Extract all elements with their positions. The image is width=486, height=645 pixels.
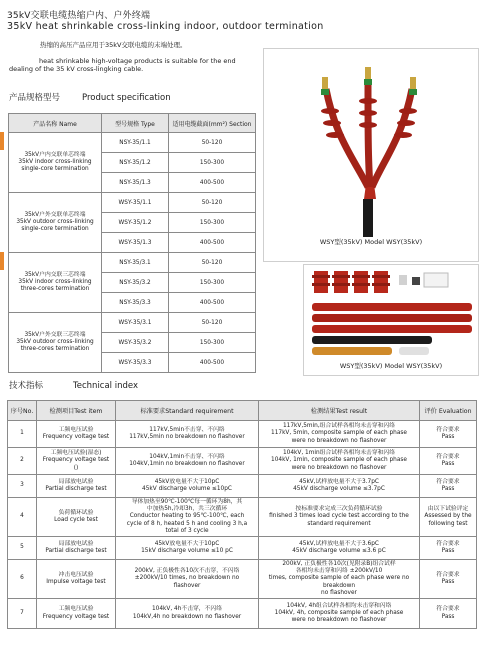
cell-line: 104kV, 1min组合试样各相均未击穿和闪络 [282, 450, 396, 457]
tech-item-cell [37, 560, 116, 599]
cell-line: standard requirement [307, 520, 371, 527]
spec-type-cell: WSY-35/1.3 [102, 233, 169, 253]
tech-row [8, 421, 477, 448]
tech-eval-cell [420, 537, 477, 560]
cell-line: 符合要求 [436, 453, 460, 460]
tech-item-cell [37, 448, 116, 475]
spec-row [9, 313, 256, 333]
spec-type-cell: NSY-35/1.1 [102, 133, 169, 153]
spec-type-cell: NSY-35/3.3 [102, 293, 169, 313]
cell-line: 45kV,试样放电量不大于3.6pC [299, 540, 379, 547]
spec-product-name [9, 133, 102, 193]
tech-result-cell [259, 448, 420, 475]
cell-line: 15kV discharge volume ≤10 pC [141, 548, 233, 555]
cell-line: following test [428, 520, 468, 527]
cell-line: total of 3 cycle [165, 527, 209, 534]
cell-line: 35kV outdoor cross-linking [16, 339, 94, 345]
tech-item-cell [37, 537, 116, 560]
spec-section-cell: 150-300 [169, 153, 256, 173]
tech-header-evaluation: 评价 Evaluation [420, 401, 477, 421]
product-photo-1 [263, 48, 479, 262]
tech-item-cell [37, 498, 116, 537]
tech-eval-cell [420, 560, 477, 599]
cell-line: single-core termination [21, 226, 89, 232]
cell-line: were no breakdown no flashover [291, 464, 387, 471]
spec-type-cell: NSY-35/3.2 [102, 273, 169, 293]
cell-line: 45kV,试样放电量不大于3.7pC [299, 478, 379, 485]
cell-line: no flashover [321, 589, 357, 596]
cell-line: cycle of 8 h, heated 5 h and cooling 3 h,a [126, 520, 248, 527]
spec-row [9, 193, 256, 213]
tech-result-cell [259, 560, 420, 599]
tech-std-cell [116, 475, 259, 498]
spec-section-cell: 50-120 [169, 253, 256, 273]
spec-row [9, 133, 256, 153]
title-en: 35kV heat shrinkable cross-linking indoor, outdoor termination [7, 21, 324, 32]
cell-line: 104kV, 4h, composite sample of each phase [274, 609, 404, 616]
cell-line: 45kV discharge volume ≤10pC [142, 486, 232, 492]
tech-no-cell: 6 [8, 560, 37, 599]
tech-no-cell: 7 [8, 599, 37, 629]
cell-line: finished 3 times load cycle test according to the [269, 513, 409, 520]
cell-line: Assessed by the [424, 513, 472, 520]
cell-line: 35kV户外交联三芯终端 [24, 332, 86, 338]
edge-marker [0, 132, 4, 150]
tech-row [8, 448, 477, 475]
cell-line: 中加热5h,冷却3h，共三次循环 [146, 506, 228, 513]
tech-eval-cell [420, 421, 477, 448]
cell-line: Pass [441, 548, 455, 555]
spec-type-cell: NSY-35/3.1 [102, 253, 169, 273]
cell-line: 工频电压试验(湿态) [50, 450, 102, 457]
cell-line: 由以下试验评定 [427, 506, 469, 513]
tech-std-cell [116, 560, 259, 599]
cell-line: 117kV,5min,组合试样各相均未击穿和闪络 [282, 423, 396, 430]
cell-line: 各相均未击穿和闪络 ±200kV/10 [295, 568, 383, 575]
spec-type-cell: WSY-35/1.2 [102, 213, 169, 233]
tech-header-no: 序号No. [8, 401, 37, 421]
tech-header-item: 检测项目Test item [37, 401, 116, 421]
cell-line: single-core termination [21, 166, 89, 172]
termination-kit-illustration [304, 265, 478, 359]
cell-line: 45kV放电量不大于10pC [154, 478, 220, 485]
tech-item-cell [37, 475, 116, 498]
cell-line: Frequency voltage test [42, 434, 110, 440]
tech-item-cell [37, 421, 116, 448]
spec-type-cell: WSY-35/1.1 [102, 193, 169, 213]
cell-line: 104kV,4h no breakdown no flashover [132, 613, 242, 620]
cell-line: 35kV outdoor cross-linking [16, 219, 94, 225]
cell-line: 符合要求 [436, 606, 460, 613]
spec-header-name: 产品名称 Name [9, 114, 102, 133]
cell-line: 导体加热至90℃-100℃每一循环为8h，其 [131, 499, 243, 505]
intro-en: heat shrinkable high-voltage products is suitable for the end dealing of the 35 kV cross-lingking cable. [9, 57, 236, 73]
cell-line: 35kV indoor cross-linking [18, 279, 92, 285]
edge-marker [0, 252, 4, 270]
cell-line: 局部放电试验 [58, 540, 94, 547]
title-cn: 35kV交联电缆热缩户内、户外终端 [7, 11, 151, 21]
cell-line: Frequency voltage test [42, 613, 110, 620]
cell-line: 104kV,1min不击穿、不闪络 [149, 453, 225, 460]
cell-line: three-cores termination [20, 346, 90, 352]
tech-std-cell [116, 599, 259, 629]
tech-eval-cell [420, 599, 477, 629]
tech-std-cell [116, 448, 259, 475]
cell-line: 局部放电试验 [58, 478, 94, 485]
photo-2-caption: WSY型(35kV) Model WSY(35kV) [339, 362, 443, 370]
tech-row [8, 537, 477, 560]
spec-section-cell: 150-300 [169, 213, 256, 233]
cell-line: ±200kV/10 times, no breakdown no [134, 575, 240, 582]
cell-line: times, composite sample of each phase were no breakdown [268, 575, 410, 589]
spec-row [9, 253, 256, 273]
cell-line: Load cycle test [54, 517, 98, 523]
cell-line: 符合要求 [436, 540, 460, 547]
tech-header-standard: 标准要求Standard requirement [116, 401, 259, 421]
tech-no-cell: 3 [8, 475, 37, 498]
spec-product-name [9, 193, 102, 253]
tech-heading-cn: 技术指标 [9, 381, 44, 391]
tech-no-cell: 1 [8, 421, 37, 448]
cell-line: 负荷循环试验 [58, 509, 94, 516]
spec-table [8, 113, 256, 373]
tech-std-cell [116, 421, 259, 448]
spec-type-cell: WSY-35/3.2 [102, 333, 169, 353]
cell-line: 冲击电压试验 [58, 571, 94, 578]
cell-line: 200kV, 正负极性各10次不击穿，不闪络 [134, 568, 240, 575]
spec-section-cell: 400-500 [169, 293, 256, 313]
spec-section-cell: 150-300 [169, 333, 256, 353]
cell-line: Impulse voltage test [46, 579, 106, 586]
spec-section-cell: 400-500 [169, 353, 256, 373]
cell-line: 117kV,5min不击穿、不闪络 [149, 426, 225, 433]
cell-line: 符合要求 [436, 478, 460, 485]
spec-header-type: 型号规格 Type [102, 114, 169, 133]
spec-type-cell: WSY-35/3.3 [102, 353, 169, 373]
spec-heading-en: Product specification [82, 93, 171, 103]
cell-line: 45kV discharge volume ≤3.7pC [293, 486, 385, 492]
tech-result-cell [259, 421, 420, 448]
cell-line: 符合要求 [436, 426, 460, 433]
spec-section-cell: 50-120 [169, 313, 256, 333]
cell-line: Pass [441, 461, 455, 467]
cell-line: Partial discharge test [45, 548, 107, 555]
tech-row [8, 498, 477, 537]
cell-line: 104kV, 4h不击穿，不闪络 [151, 606, 222, 613]
spec-section-cell: 150-300 [169, 273, 256, 293]
spec-section-cell: 50-120 [169, 133, 256, 153]
tech-section-heading [9, 379, 138, 391]
technical-table [7, 400, 477, 629]
tech-no-cell: 2 [8, 448, 37, 475]
tech-row [8, 599, 477, 629]
tech-std-cell [116, 537, 259, 560]
cell-line: 45kV放电量不大于10pC [154, 540, 220, 547]
spec-heading-cn: 产品规格型号 [9, 93, 61, 103]
tech-result-cell [259, 537, 420, 560]
cell-line: 工频电压试验 [58, 606, 94, 613]
cell-line: Pass [441, 579, 455, 586]
cell-line: 117kV,5min no breakdown no flashover [129, 434, 245, 440]
spec-type-cell: WSY-35/3.1 [102, 313, 169, 333]
cell-line: 45kV discharge volume ≤3.6 pC [292, 548, 386, 555]
spec-section-cell: 50-120 [169, 193, 256, 213]
termination-illustration-1 [264, 49, 478, 239]
tech-row [8, 560, 477, 599]
spec-section-cell: 400-500 [169, 233, 256, 253]
cell-line: were no breakdown no flashover [291, 437, 387, 444]
tech-eval-cell [420, 448, 477, 475]
cell-line: 35kV户内交联三芯终端 [24, 272, 86, 278]
tech-heading-en: Technical index [73, 381, 139, 391]
tech-eval-cell [420, 498, 477, 537]
spec-product-name [9, 253, 102, 313]
cell-line: 104kV,1min no breakdown no flashover [129, 461, 245, 467]
cell-line: Pass [441, 434, 455, 440]
spec-section-cell: 400-500 [169, 173, 256, 193]
cell-line: 工频电压试验 [58, 426, 94, 433]
cell-line: 35kV户内交联单芯终端 [24, 152, 86, 158]
cell-line: were no breakdown no flashover [291, 617, 387, 624]
cell-line: Conductor heating to 95℃-100℃, each [129, 513, 245, 520]
cell-line: flashover [173, 582, 201, 589]
cell-line: Pass [441, 486, 455, 492]
cell-line: 按标准要求完成三次负荷循环试验 [295, 506, 383, 513]
intro-cn: 热缩的高压产品应用于35kV交联电缆的末端处理。 [40, 41, 187, 49]
cell-line: 200kV, 正负极性各10次(见附录B)组合试样 [282, 561, 396, 568]
tech-eval-cell [420, 475, 477, 498]
spec-type-cell: NSY-35/1.3 [102, 173, 169, 193]
spec-product-name [9, 313, 102, 373]
cell-line: 35kV indoor cross-linking [18, 159, 92, 165]
spec-header-section: 适用电缆截面(mm²) Section [169, 114, 256, 133]
cell-line: three-cores termination [20, 286, 90, 292]
tech-result-cell [259, 599, 420, 629]
tech-no-cell: 4 [8, 498, 37, 537]
tech-std-cell [116, 498, 259, 537]
tech-row [8, 475, 477, 498]
photo-1-caption: WSY型(35kV) Model WSY(35kV) [319, 238, 423, 246]
product-photo-2 [303, 264, 479, 376]
cell-line: Partial discharge test [45, 486, 107, 492]
cell-line: 35kV户外交联单芯终端 [24, 212, 86, 218]
cell-line: () [73, 464, 79, 471]
cell-line: 104kV, 4h组合试样各相均未击穿和闪络 [286, 602, 392, 609]
cell-line: 117kV, 5min, composite sample of each phase [271, 430, 407, 437]
spec-type-cell: NSY-35/1.2 [102, 153, 169, 173]
cell-line: 104kV, 1min, composite sample of each phase [271, 457, 407, 464]
cell-line: Frequency voltage test [42, 457, 110, 464]
tech-item-cell [37, 599, 116, 629]
spec-section-heading [9, 91, 171, 103]
cell-line: 符合要求 [436, 571, 460, 578]
cell-line: Pass [441, 613, 455, 620]
tech-result-cell [259, 475, 420, 498]
tech-result-cell [259, 498, 420, 537]
tech-header-result: 检测结果Test result [259, 401, 420, 421]
tech-no-cell: 5 [8, 537, 37, 560]
